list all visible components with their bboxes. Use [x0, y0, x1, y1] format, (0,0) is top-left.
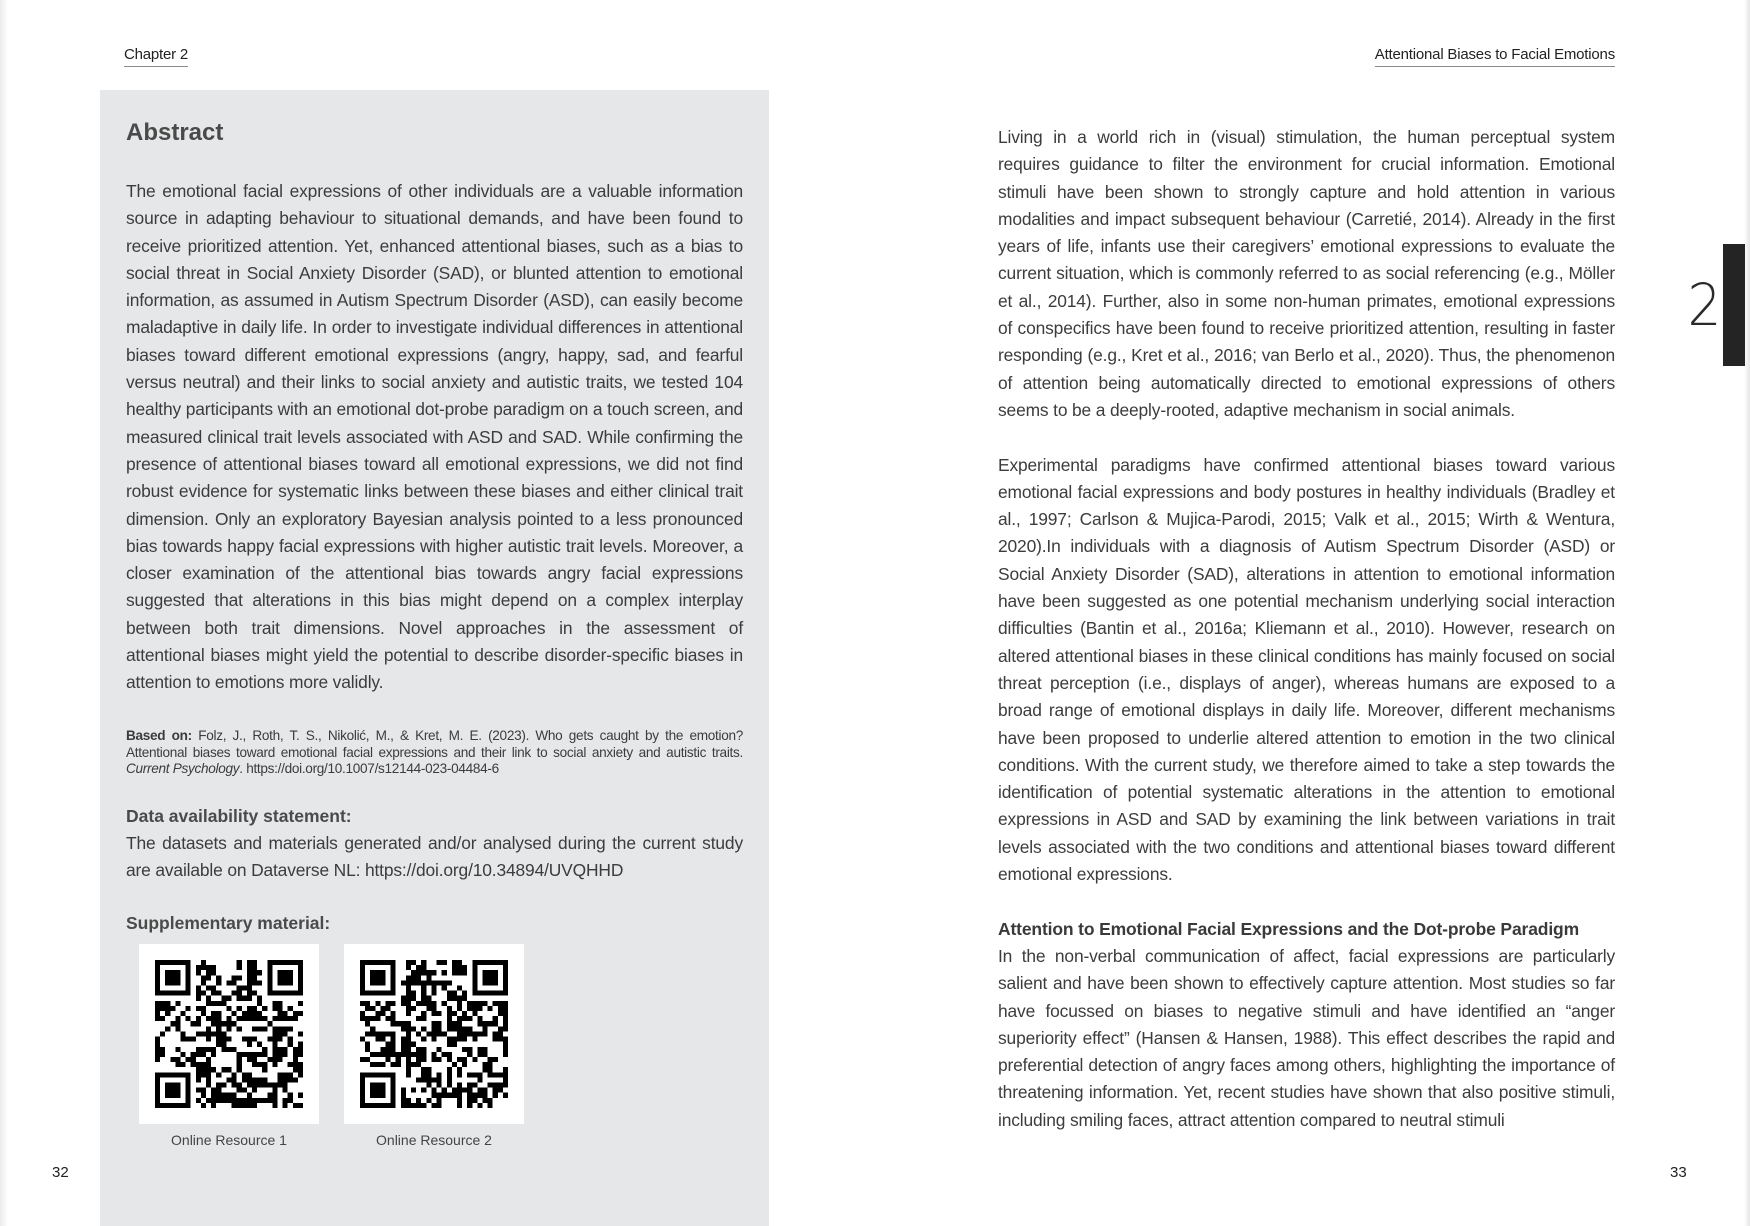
page-edge-shadow-right	[1744, 0, 1750, 1226]
abstract-title: Abstract	[126, 119, 224, 146]
main-text	[998, 124, 1615, 1161]
page-number-left: 32	[52, 1164, 69, 1181]
online-resource-1-caption: Online Resource 1	[171, 1132, 287, 1148]
qr-code-icon	[155, 960, 303, 1108]
based-on-citation	[126, 728, 743, 778]
based-on-label: Based on:	[126, 728, 192, 743]
page-number-right: 33	[1670, 1164, 1687, 1181]
data-availability-text: The datasets and materials generated and/or analysed during the current study are available on Dataverse NL: https://doi.org/10.34894/UVQHHD	[126, 833, 743, 881]
chapter-thumb-tab	[1723, 244, 1745, 366]
data-availability-label: Data availability statement:	[126, 806, 352, 826]
abstract-box	[100, 90, 769, 1226]
citation-text: Folz, J., Roth, T. S., Nikolić, M., & Kret, M. E. (2023). Who gets caught by the emotion? Attentional biases toward emotional facial expressions and their link to social anxiety and autistic traits.	[126, 728, 743, 760]
online-resource-2-qr[interactable]	[344, 944, 524, 1124]
qr-code-icon	[360, 960, 508, 1108]
paragraph: Experimental paradigms have confirmed attentional biases toward various emotional facial expressions and body postures in healthy individuals (Bradley et al., 1997; Carlson & Mujica-Parodi, 2015; Valk et al., 2015; Wirth & Wentura, 2020).In individuals with a diagnosis of Autism Spectrum Disorder (ASD) or Social Anxiety Disorder (SAD), alterations in attention to emotional information have been suggested as one potential mechanism underlying social interaction difficulties (Bantin et al., 2016a; Kliemann et al., 2010). However, research on altered attentional biases in these clinical conditions has mainly focused on social threat perception (i.e., displays of anger), whereas humans are exposed to a broad range of emotional displays in daily life. Moreover, different mechanisms have been proposed to underlie altered attention to emotion in the two clinical conditions. With the current study, we therefore aimed to take a step towards the identification of potential systematic alterations in the attention to emotional expressions in ASD and SAD by examining the link between variations in trait levels associated with the two conditions and attentional biases toward different emotional expressions.	[998, 454, 1615, 885]
citation-doi[interactable]: . https://doi.org/10.1007/s12144-023-04484-6	[239, 761, 499, 776]
page-edge-shadow-left	[0, 0, 8, 1226]
running-head-chapter: Chapter 2	[124, 46, 188, 67]
abstract-body: The emotional facial expressions of other individuals are a valuable information source in adapting behaviour to situational demands, and have been found to receive prioritized attention. Yet, enhanced attentional biases, such as a bias to social threat in Social Anxiety Disorder (SAD), or blunted attention to emotional information, as assumed in Autism Spectrum Disorder (ASD), can easily become maladaptive in daily life. In order to investigate individual differences in attentional biases toward different emotional expressions (angry, happy, sad, and fearful versus neutral) and their links to social anxiety and autistic traits, we tested 104 healthy participants with an emotional dot-probe paradigm on a touch screen, and measured clinical trait levels associated with ASD and SAD. While confirming the presence of attentional biases toward all emotional expressions, we did not find robust evidence for systematic links between these biases and either clinical trait dimension. Only an exploratory Bayesian analysis pointed to a less pronounced bias towards happy facial expressions with higher autistic trait levels. Moreover, a closer examination of the attentional bias towards angry facial expressions suggested that alterations in this bias might depend on a complex interplay between both trait dimensions. Novel approaches in the assessment of attentional biases might yield the potential to describe disorder-specific biases in attention to emotions more validly.	[126, 181, 743, 693]
journal-name: Current Psychology	[126, 761, 240, 776]
chapter-tab-number: 2	[1687, 271, 1722, 339]
online-resource-2-caption: Online Resource 2	[376, 1132, 492, 1148]
paragraph: In the non-verbal communication of affect, facial expressions are particularly salient and have been shown to effectively capture attention. Most studies so far have focussed on biases to negative stimuli and have identified an “anger superiority effect” (Hansen & Hansen, 1988). This effect describes the rapid and preferential detection of angry faces among others, highlighting the importance of threatening information. Yet, recent studies have shown that also positive stimuli, including smiling faces, attract attention compared to neutral stimuli	[998, 945, 1615, 1130]
supplementary-label: Supplementary material:	[126, 913, 331, 933]
paragraph: Living in a world rich in (visual) stimulation, the human perceptual system requires guidance to filter the environment for crucial information. Emotional stimuli have been shown to strongly capture and hold attention in various modalities and impact subsequent behaviour (Carretié, 2014). Already in the first years of life, infants use their caregivers’ emotional expressions to evaluate the current situation, which is commonly referred to as social referencing (e.g., Möller et al., 2014). Further, also in some non-human primates, emotional expressions of conspecifics have been found to receive prioritized attention, resulting in faster responding (e.g., Kret et al., 2016; van Berlo et al., 2020). Thus, the phenomenon of attention being automatically directed to emotional expressions of others seems to be a deeply-rooted, adaptive mechanism in social animals.	[998, 127, 1615, 420]
section-heading: Attention to Emotional Facial Expressions and the Dot-probe Paradigm	[998, 918, 1579, 939]
online-resource-1-qr[interactable]	[139, 944, 319, 1124]
running-head-title: Attentional Biases to Facial Emotions	[1375, 46, 1615, 67]
